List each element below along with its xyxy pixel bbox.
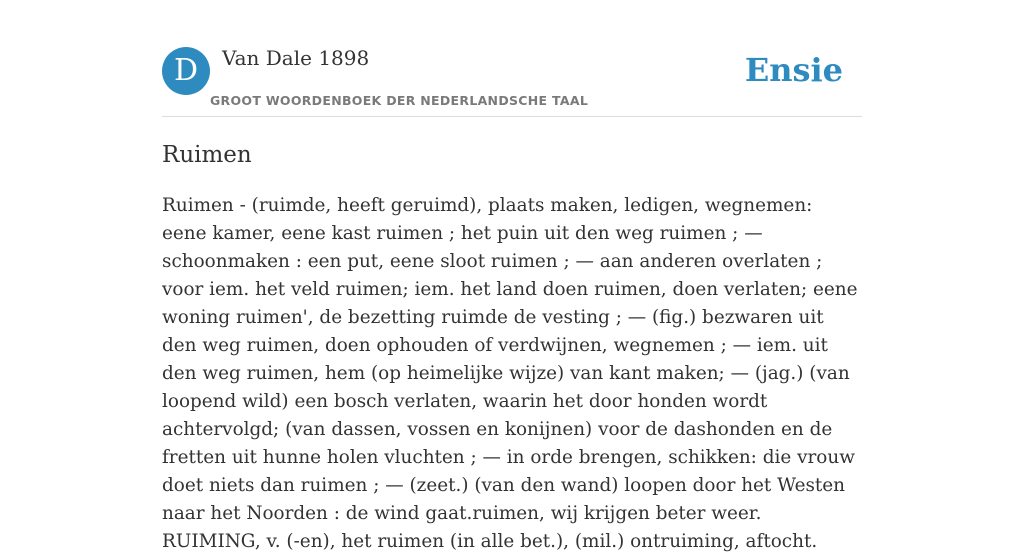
- dictionary-subtitle: GROOT WOORDENBOEK DER NEDERLANDSCHE TAAL: [210, 93, 589, 108]
- entry-title: Ruimen: [162, 142, 252, 168]
- dictionary-title[interactable]: Van Dale 1898: [222, 46, 370, 70]
- dictionary-logo[interactable]: D: [162, 47, 210, 95]
- brand-logo[interactable]: Ensie: [744, 51, 843, 89]
- site-header: [162, 46, 862, 117]
- entry-definition: Ruimen - (ruimde, heeft geruimd), plaats maken, ledigen, wegnemen: eene kamer, eene kast ruimen ; het puin uit den weg ruimen ; — schoonmaken : een put, eene sloot ruimen ; — aan anderen overlaten ; voor iem. het veld ruimen; iem. het land doen ruimen, doen verlaten; eene woning ruimen', de bezetting ruimde de vesting ; — (fig.) bezwaren uit den weg ruimen, doen ophouden of verdwijnen, wegnemen ; — iem. uit den weg ruimen, hem (op heimelijke wijze) van kant maken; — (jag.) (van loopend wild) een bosch verlaten, waarin het door honden wordt achtervolgd; (van dassen, vossen en konijnen) voor de dashonden en de fretten uit hunne holen vluchten ; — in orde brengen, schikken: die vrouw doet niets dan ruimen ; — (zeet.) (van den wand) loopen door het Westen naar het Noorden : de wind gaat.ruimen, wij krijgen beter weer. RUIMING, v. (-en), het ruimen (in alle bet.), (mil.) ontruiming, aftocht.: [162, 195, 858, 552]
